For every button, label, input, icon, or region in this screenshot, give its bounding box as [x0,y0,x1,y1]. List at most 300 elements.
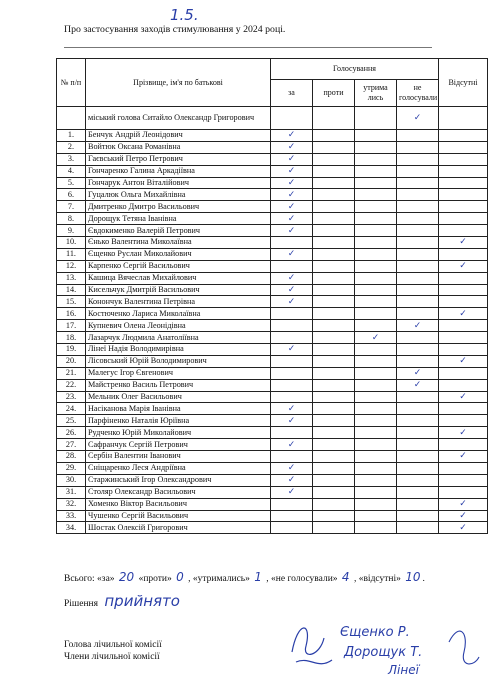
totals-not-voted-value: 4 [341,570,350,584]
vote-cell-for [271,344,313,356]
vote-cell-abstained [355,177,397,189]
vote-cell-abstained [355,153,397,165]
chair-row [57,107,488,130]
row-number: 32. [57,498,86,510]
vote-cell-abstained [355,522,397,534]
vote-cell-against [313,248,355,260]
vote-cell-not-voted [397,284,439,296]
vote-cell-against [313,225,355,237]
table-row [57,141,488,153]
vote-cell-against [313,379,355,391]
vote-cell-against [313,355,355,367]
vote-cell-abstained [355,141,397,153]
row-number: 9. [57,225,86,237]
check-mark-icon: ✓ [371,332,380,343]
check-mark-icon: ✓ [287,415,296,426]
check-mark-icon: ✓ [287,403,296,414]
vote-cell-absent [439,189,488,201]
handwritten-signature-3: Лінеї [388,663,419,677]
row-deputy-name: Гончарук Антон Віталійович [86,177,271,189]
chair-not-voted-cell [397,107,439,130]
vote-cell-for [271,308,313,320]
row-number: 34. [57,522,86,534]
row-deputy-name: Майстренко Василь Петрович [86,379,271,391]
header-voting: Голосування [271,59,439,80]
vote-cell-not-voted [397,165,439,177]
table-row [57,344,488,356]
row-number: 19. [57,344,86,356]
vote-cell-not-voted [397,308,439,320]
check-mark-icon: ✓ [287,439,296,450]
vote-cell-against [313,367,355,379]
table-row [57,260,488,272]
check-mark-icon: ✓ [459,237,467,248]
vote-cell-absent [439,141,488,153]
header-not-voted: не голосували [397,80,439,107]
table-row [57,522,488,534]
totals-label-against: «проти» [138,574,172,584]
header-against: проти [313,80,355,107]
totals-line [64,570,425,584]
vote-cell-not-voted [397,332,439,344]
row-number: 3. [57,153,86,165]
table-row [57,355,488,367]
row-deputy-name: Дорощук Тетяна Іванівна [86,213,271,225]
title-underline [64,47,432,48]
chair-absent-cell [439,107,488,130]
check-mark-icon: ✓ [459,427,467,438]
row-deputy-name: Шостак Олексій Григорович [86,522,271,534]
vote-cell-not-voted [397,427,439,439]
vote-cell-absent [439,296,488,308]
table-row [57,153,488,165]
vote-cell-abstained [355,225,397,237]
check-mark-icon: ✓ [287,487,296,498]
table-row [57,451,488,463]
vote-cell-absent [439,332,488,344]
check-mark-icon: ✓ [459,261,467,272]
document-title: Про застосування заходів стимулювання у 2024 році. [64,24,286,35]
vote-cell-abstained [355,308,397,320]
vote-cell-absent [439,415,488,427]
vote-cell-for [271,439,313,451]
table-row [57,237,488,249]
check-mark-icon: ✓ [287,154,296,165]
table-row [57,403,488,415]
vote-cell-abstained [355,344,397,356]
vote-cell-not-voted [397,153,439,165]
vote-cell-against [313,153,355,165]
vote-cell-absent [439,367,488,379]
chair-name: міський голова Ситайло Олександр Григорович [86,107,271,130]
table-row [57,320,488,332]
row-number: 2. [57,141,86,153]
vote-cell-not-voted [397,379,439,391]
vote-cell-absent [439,130,488,142]
vote-cell-against [313,296,355,308]
vote-cell-for [271,320,313,332]
table-row [57,439,488,451]
check-mark-icon: ✓ [413,380,422,391]
vote-cell-not-voted [397,141,439,153]
vote-cell-against [313,486,355,498]
check-mark-icon: ✓ [459,392,467,403]
vote-cell-for [271,379,313,391]
row-deputy-name: Малегус Ігор Євгенович [86,367,271,379]
table-row [57,201,488,213]
row-number: 31. [57,486,86,498]
check-mark-icon: ✓ [459,522,467,533]
row-deputy-name: Рудченко Юрій Миколайович [86,427,271,439]
vote-cell-abstained [355,130,397,142]
totals-against-value: 0 [176,570,184,584]
row-number: 6. [57,189,86,201]
vote-cell-not-voted [397,439,439,451]
check-mark-icon: ✓ [413,320,422,331]
row-number: 7. [57,201,86,213]
vote-cell-against [313,522,355,534]
table-row [57,486,488,498]
vote-cell-abstained [355,213,397,225]
row-number: 11. [57,248,86,260]
vote-cell-absent [439,522,488,534]
vote-cell-absent [439,320,488,332]
row-deputy-name: Дмитренко Дмитро Васильович [86,201,271,213]
table-row [57,272,488,284]
vote-cell-against [313,141,355,153]
vote-cell-for [271,510,313,522]
header-abstained: утрима лись [355,80,397,107]
vote-cell-for [271,153,313,165]
table-row [57,213,488,225]
row-deputy-name: Купневич Олена Леонідівна [86,320,271,332]
table-row [57,498,488,510]
row-deputy-name: Чушенко Сергій Васильович [86,510,271,522]
totals-absent-value: 10 [405,570,421,584]
vote-cell-for [271,462,313,474]
row-deputy-name: Євдокименко Валерій Петрович [86,225,271,237]
row-deputy-name: Кашица Вячеслав Михайлович [86,272,271,284]
vote-cell-absent [439,165,488,177]
table-row [57,296,488,308]
vote-cell-against [313,177,355,189]
vote-cell-against [313,260,355,272]
row-deputy-name: Сербін Валентин Іванович [86,451,271,463]
vote-cell-abstained [355,367,397,379]
vote-cell-against [313,165,355,177]
vote-cell-not-voted [397,225,439,237]
row-number: 18. [57,332,86,344]
row-number: 1. [57,130,86,142]
vote-cell-for [271,415,313,427]
vote-cell-against [313,510,355,522]
header-absent: Відсутні [439,59,488,107]
vote-cell-abstained [355,248,397,260]
vote-cell-not-voted [397,510,439,522]
vote-cell-absent [439,272,488,284]
vote-cell-absent [439,344,488,356]
vote-cell-not-voted [397,415,439,427]
row-deputy-name: Лазарчук Людмила Анатоліївна [86,332,271,344]
vote-cell-abstained [355,427,397,439]
row-deputy-name: Костюченко Лариса Миколаївна [86,308,271,320]
vote-cell-not-voted [397,177,439,189]
row-number: 23. [57,391,86,403]
check-mark-icon: ✓ [287,130,296,141]
vote-cell-abstained [355,486,397,498]
table-row [57,284,488,296]
chair-num-cell [57,107,86,130]
vote-cell-absent [439,248,488,260]
row-deputy-name: Мельник Олег Васильович [86,391,271,403]
row-number: 26. [57,427,86,439]
vote-cell-not-voted [397,474,439,486]
vote-cell-not-voted [397,498,439,510]
vote-cell-absent [439,308,488,320]
table-row [57,427,488,439]
row-number: 30. [57,474,86,486]
row-number: 8. [57,213,86,225]
table-row [57,332,488,344]
vote-cell-not-voted [397,403,439,415]
header-name: Прізвище, ім'я по батькові [86,59,271,107]
row-deputy-name: Єщенко Руслан Миколайович [86,248,271,260]
totals-label-not-voted: , «не голосували» [266,574,338,584]
vote-cell-not-voted [397,213,439,225]
vote-cell-not-voted [397,391,439,403]
table-row [57,308,488,320]
row-deputy-name: Лісовський Юрій Володимирович [86,355,271,367]
vote-cell-abstained [355,379,397,391]
vote-cell-against [313,130,355,142]
vote-cell-abstained [355,296,397,308]
totals-abstained-value: 1 [254,570,262,584]
vote-cell-for [271,296,313,308]
row-number: 33. [57,510,86,522]
vote-cell-against [313,462,355,474]
vote-cell-absent [439,403,488,415]
vote-cell-for [271,237,313,249]
vote-cell-abstained [355,510,397,522]
vote-cell-absent [439,355,488,367]
vote-cell-against [313,213,355,225]
vote-cell-abstained [355,189,397,201]
row-deputy-name: Сафранчук Сергій Петрович [86,439,271,451]
vote-cell-against [313,308,355,320]
vote-cell-against [313,189,355,201]
header-number: № п/п [57,59,86,107]
vote-cell-absent [439,510,488,522]
vote-cell-absent [439,498,488,510]
table-row [57,379,488,391]
vote-cell-against [313,391,355,403]
decision-label: Рішення [64,599,98,609]
table-row [57,391,488,403]
vote-cell-for [271,272,313,284]
vote-cell-absent [439,177,488,189]
vote-cell-for [271,522,313,534]
row-number: 22. [57,379,86,391]
vote-cell-absent [439,427,488,439]
vote-cell-abstained [355,415,397,427]
vote-cell-not-voted [397,367,439,379]
vote-cell-not-voted [397,320,439,332]
check-mark-icon: ✓ [459,499,467,510]
vote-cell-for [271,403,313,415]
vote-cell-absent [439,462,488,474]
row-deputy-name: Войтюк Оксана Романівна [86,141,271,153]
check-mark-icon: ✓ [287,225,296,236]
vote-cell-not-voted [397,272,439,284]
vote-cell-abstained [355,498,397,510]
vote-cell-absent [439,284,488,296]
signatures-area [284,612,484,682]
commission-members-label: Члени лічильної комісії [64,652,160,662]
vote-cell-for [271,213,313,225]
row-deputy-name: Гончаренко Галина Аркадіївна [86,165,271,177]
vote-cell-against [313,474,355,486]
vote-cell-abstained [355,260,397,272]
vote-cell-not-voted [397,201,439,213]
vote-cell-against [313,201,355,213]
row-deputy-name: Карпенко Сергій Васильович [86,260,271,272]
check-mark-icon: ✓ [287,166,296,177]
table-row [57,165,488,177]
row-number: 4. [57,165,86,177]
vote-cell-against [313,272,355,284]
check-mark-icon: ✓ [459,356,467,367]
check-mark-icon: ✓ [287,285,296,296]
table-row [57,177,488,189]
row-deputy-name: Хоменко Віктор Васильович [86,498,271,510]
row-number: 24. [57,403,86,415]
vote-cell-not-voted [397,237,439,249]
vote-cell-absent [439,451,488,463]
vote-cell-for [271,355,313,367]
row-number: 12. [57,260,86,272]
row-deputy-name: Насіканова Марія Іванівна [86,403,271,415]
row-number: 25. [57,415,86,427]
vote-cell-abstained [355,237,397,249]
vote-cell-not-voted [397,451,439,463]
vote-cell-absent [439,486,488,498]
vote-cell-against [313,344,355,356]
check-mark-icon: ✓ [413,368,422,379]
table-row [57,462,488,474]
check-mark-icon: ✓ [459,451,467,462]
vote-cell-abstained [355,462,397,474]
vote-cell-for [271,486,313,498]
vote-cell-absent [439,213,488,225]
commission-chair-label: Голова лічильної комісії [64,640,162,650]
vote-cell-absent [439,237,488,249]
vote-cell-abstained [355,474,397,486]
row-number: 17. [57,320,86,332]
vote-cell-absent [439,474,488,486]
vote-cell-absent [439,201,488,213]
vote-cell-against [313,415,355,427]
check-mark-icon: ✓ [287,142,296,153]
row-deputy-name: Столяр Олександр Васильович [86,486,271,498]
table-row [57,367,488,379]
vote-cell-for [271,284,313,296]
totals-label-abstained: , «утримались» [188,574,250,584]
vote-cell-against [313,439,355,451]
vote-cell-abstained [355,165,397,177]
row-number: 10. [57,237,86,249]
vote-cell-absent [439,391,488,403]
row-number: 5. [57,177,86,189]
check-mark-icon: ✓ [459,510,467,521]
check-mark-icon: ✓ [287,344,296,355]
totals-end: . [422,574,425,584]
vote-cell-for [271,260,313,272]
vote-cell-for [271,427,313,439]
vote-cell-against [313,498,355,510]
check-mark-icon: ✓ [287,475,296,486]
table-row [57,225,488,237]
vote-cell-for [271,130,313,142]
handwritten-item-number: 1.5. [170,6,199,24]
signature-scribble-icon [292,628,332,664]
vote-cell-absent [439,379,488,391]
vote-cell-abstained [355,355,397,367]
table-row [57,130,488,142]
vote-cell-for [271,189,313,201]
check-mark-icon: ✓ [287,178,296,188]
check-mark-icon: ✓ [459,308,467,319]
vote-cell-not-voted [397,248,439,260]
row-number: 28. [57,451,86,463]
vote-cell-abstained [355,391,397,403]
row-deputy-name: Кисельчук Дмитрій Васильович [86,284,271,296]
vote-cell-abstained [355,403,397,415]
row-deputy-name: Гаєвський Петро Петрович [86,153,271,165]
check-mark-icon: ✓ [287,201,296,212]
row-number: 14. [57,284,86,296]
vote-cell-for [271,165,313,177]
vote-cell-against [313,320,355,332]
row-deputy-name: Парфіненко Наталія Юріївна [86,415,271,427]
vote-cell-for [271,391,313,403]
header-for: за [271,80,313,107]
row-number: 15. [57,296,86,308]
vote-cell-for [271,332,313,344]
vote-cell-abstained [355,284,397,296]
chair-against-cell [313,107,355,130]
table-row [57,415,488,427]
table-row [57,510,488,522]
vote-cell-against [313,332,355,344]
row-deputy-name: Конончук Валентина Петрівна [86,296,271,308]
vote-cell-not-voted [397,344,439,356]
vote-cell-for [271,248,313,260]
vote-cell-for [271,367,313,379]
vote-cell-not-voted [397,130,439,142]
vote-cell-absent [439,260,488,272]
vote-cell-against [313,284,355,296]
check-mark-icon: ✓ [287,189,296,200]
table-row [57,189,488,201]
vote-cell-abstained [355,451,397,463]
table-row [57,474,488,486]
vote-cell-not-voted [397,522,439,534]
totals-label-for: Всього: «за» [64,574,115,584]
vote-cell-not-voted [397,189,439,201]
row-number: 20. [57,355,86,367]
vote-cell-absent [439,225,488,237]
vote-cell-abstained [355,272,397,284]
